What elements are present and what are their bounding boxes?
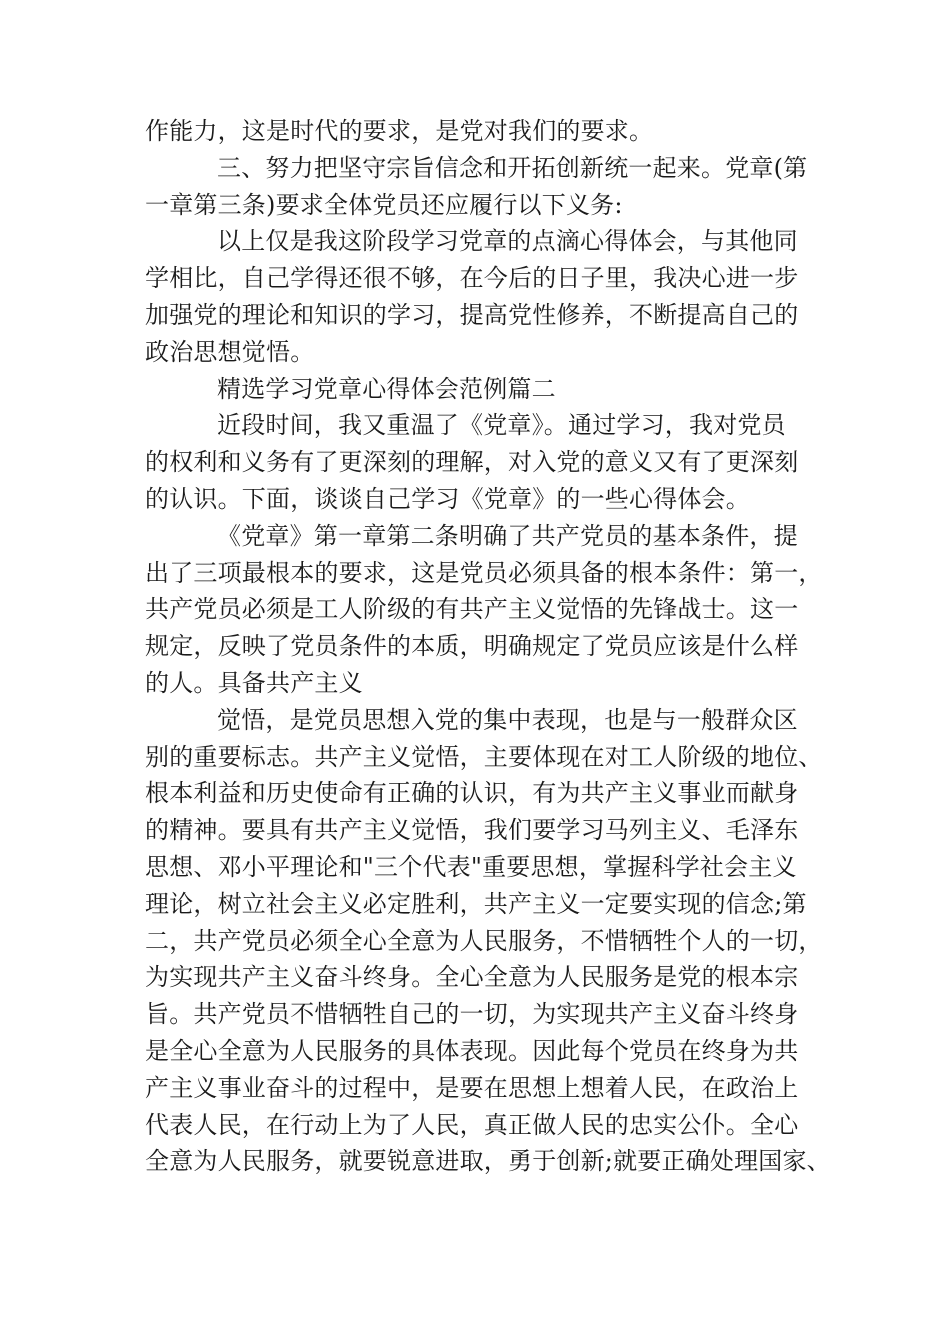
text-line: 觉悟，是党员思想入党的集中表现，也是与一般群众区 <box>217 705 798 734</box>
text-line: 共产党员必须是工人阶级的有共产主义觉悟的先锋战士。这一 <box>145 595 799 624</box>
text-line: 的认识。下面，谈谈自己学习《党章》的一些心得体会。 <box>145 484 750 513</box>
text-line: 近段时间，我又重温了《党章》。通过学习，我对党员 <box>217 411 786 440</box>
text-line: 产主义事业奋斗的过程中，是要在思想上想着人民，在政治上 <box>145 1073 799 1102</box>
text-line: 的权利和义务有了更深刻的理解，对入党的意义又有了更深刻 <box>145 448 799 477</box>
text-line: 是全心全意为人民服务的具体表现。因此每个党员在终身为共 <box>145 1036 799 1065</box>
text-line: 根本利益和历史使命有正确的认识，有为共产主义事业而献身 <box>145 779 799 808</box>
text-line: 别的重要标志。共产主义觉悟，主要体现在对工人阶级的地位、 <box>145 742 823 771</box>
text-line: 加强党的理论和知识的学习，提高党性修养，不断提高自己的 <box>145 300 799 329</box>
text-line: 全意为人民服务，就要锐意进取，勇于创新;就要正确处理国家、 <box>145 1147 831 1176</box>
text-line: 一章第三条)要求全体党员还应履行以下义务: <box>145 190 623 219</box>
text-line: 政治思想觉悟。 <box>145 337 315 366</box>
text-line: 出了三项最根本的要求，这是党员必须具备的根本条件：第一， <box>145 558 823 587</box>
text-line: 思想、邓小平理论和"三个代表"重要思想，掌握科学社会主义 <box>145 852 797 881</box>
text-line: 代表人民，在行动上为了人民，真正做人民的忠实公仆。全心 <box>145 1110 799 1139</box>
text-line: 以上仅是我这阶段学习党章的点滴心得体会，与其他同 <box>217 227 798 256</box>
text-line: 《党章》第一章第二条明确了共产党员的基本条件，提 <box>217 521 798 550</box>
text-line: 作能力，这是时代的要求，是党对我们的要求。 <box>145 117 654 145</box>
text-line: 理论，树立社会主义必定胜利，共产主义一定要实现的信念;第 <box>145 889 807 918</box>
text-line: 三、努力把坚守宗旨信念和开拓创新统一起来。党章(第 <box>217 153 808 182</box>
text-line: 为实现共产主义奋斗终身。全心全意为人民服务是党的根本宗 <box>145 963 799 992</box>
text-line: 旨。共产党员不惜牺牲自己的一切，为实现共产主义奋斗终身 <box>145 1000 799 1029</box>
text-line: 规定，反映了党员条件的本质，明确规定了党员应该是什么样 <box>145 632 799 661</box>
section-heading: 精选学习党章心得体会范例篇二 <box>217 374 556 403</box>
text-line: 的人。具备共产主义 <box>145 668 363 697</box>
text-line: 的精神。要具有共产主义觉悟，我们要学习马列主义、毛泽东 <box>145 816 799 845</box>
body-text <box>145 113 831 1180</box>
text-line: 学相比，自己学得还很不够，在今后的日子里，我决心进一步 <box>145 264 799 293</box>
text-line: 二，共产党员必须全心全意为人民服务，不惜牺牲个人的一切， <box>145 926 823 955</box>
